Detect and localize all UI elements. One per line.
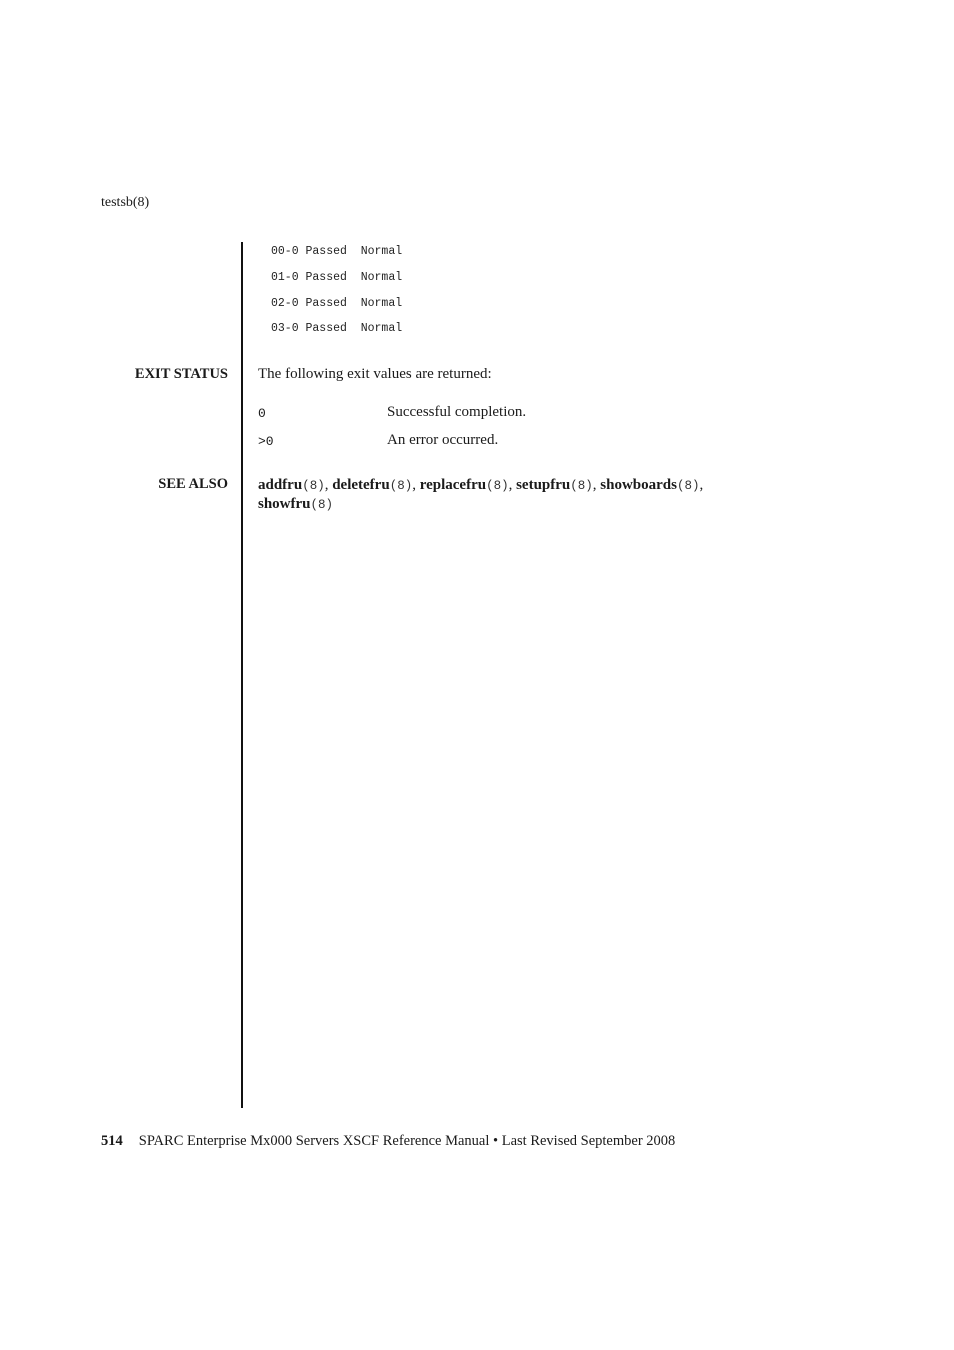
see-also-ref[interactable]: showboards(8): [600, 477, 700, 493]
code-output-line: 00-0 Passed Normal: [271, 245, 403, 258]
see-also-ref[interactable]: replacefru(8): [419, 477, 509, 493]
exit-status-intro: The following exit values are returned:: [258, 366, 492, 382]
section-divider-rule: [241, 242, 243, 1108]
exit-code: 0: [258, 406, 266, 421]
exit-status-heading: EXIT STATUS: [134, 366, 228, 382]
code-output-line: 03-0 Passed Normal: [271, 322, 403, 335]
see-also-ref[interactable]: deletefru(8): [332, 477, 413, 493]
page-number: 514: [101, 1133, 123, 1149]
see-also-ref[interactable]: addfru(8): [258, 477, 325, 493]
exit-code-description: Successful completion.: [387, 404, 527, 420]
code-output-line: 01-0 Passed Normal: [271, 271, 403, 284]
see-also-heading: SEE ALSO: [158, 476, 228, 492]
exit-code: >0: [258, 434, 274, 449]
page-header: testsb(8): [101, 195, 150, 210]
code-output-line: 02-0 Passed Normal: [271, 297, 403, 310]
page-footer: [101, 1133, 675, 1150]
exit-code-description: An error occurred.: [387, 432, 499, 448]
see-also-ref[interactable]: setupfru(8): [516, 477, 593, 493]
see-also-list: addfru(8), deletefru(8), replacefru(8), setupfru(8), showboards(8), showfru(8): [258, 477, 704, 512]
see-also-ref[interactable]: showfru(8): [258, 496, 334, 512]
footer-text: SPARC Enterprise Mx000 Servers XSCF Reference Manual • Last Revised September 2008: [138, 1133, 676, 1149]
